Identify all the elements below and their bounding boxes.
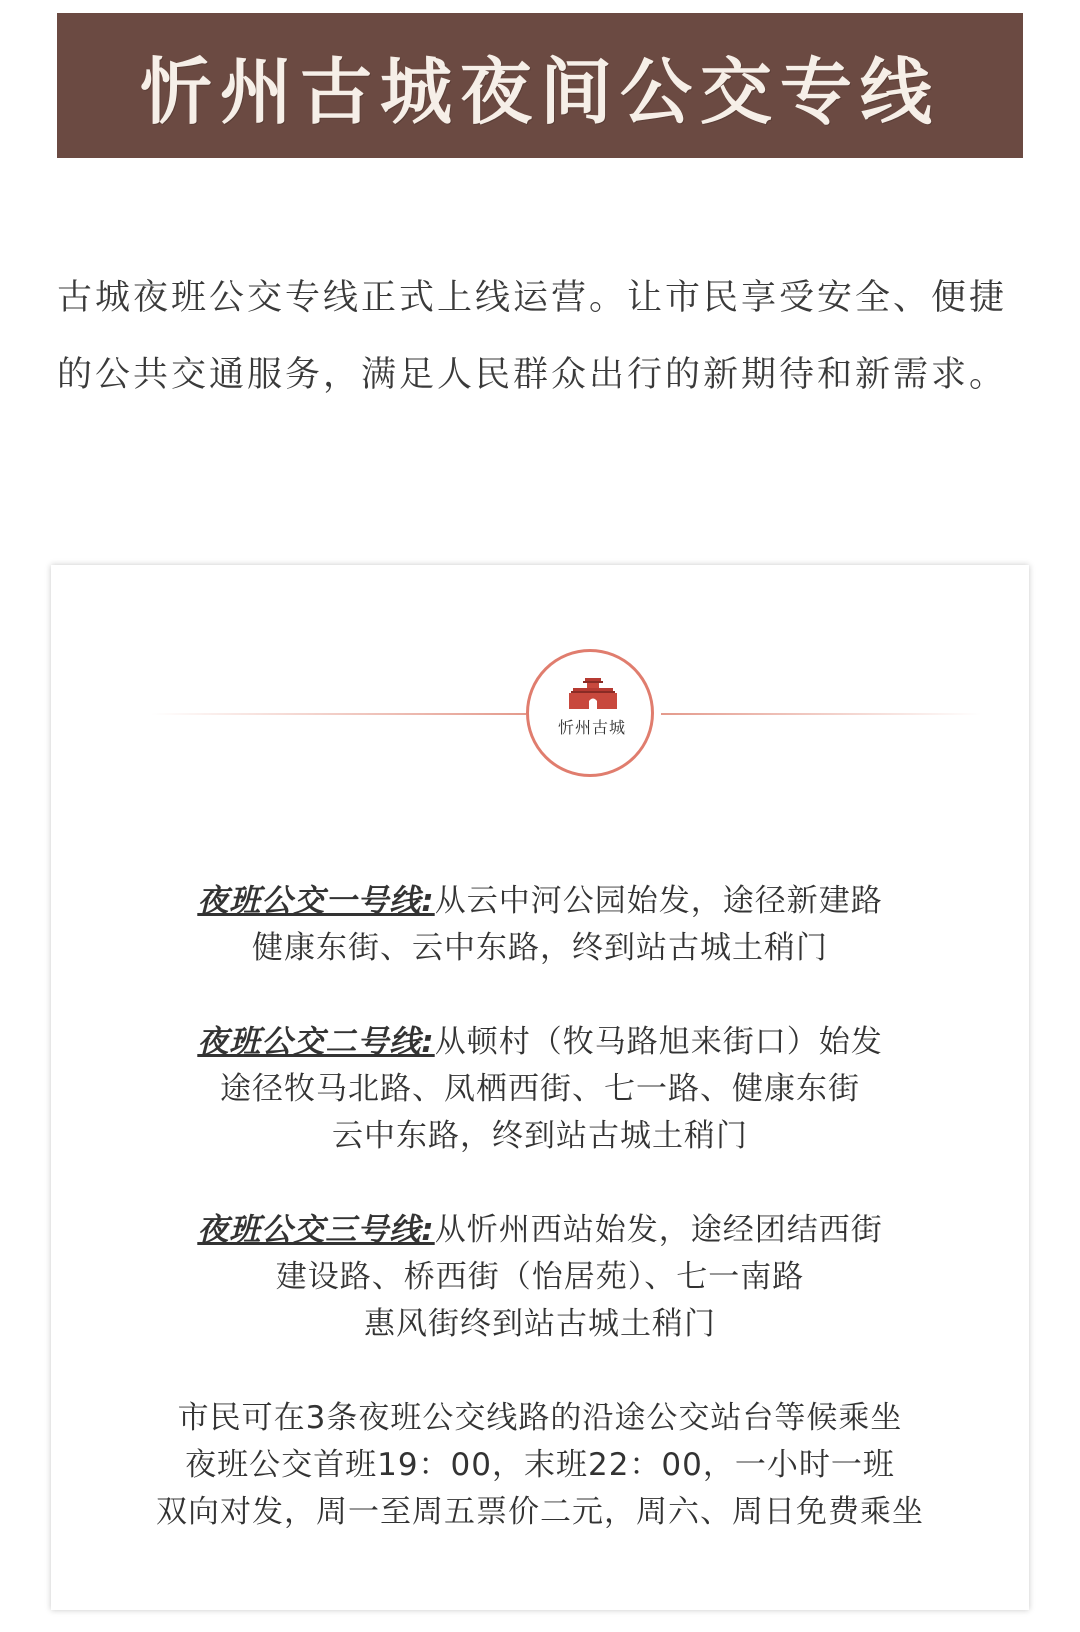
intro-paragraph: 古城夜班公交专线正式上线运营。让市民享受安全、便捷的公共交通服务，满足人民群众出行的新期待和新需求。 (57, 278, 1008, 395)
route-2-line-3: 云中东路，终到站古城土稍门 (332, 1118, 748, 1154)
ancient-city-logo (526, 649, 654, 777)
notice-line-2: 夜班公交首班19：00，末班22：00，一小时一班 (185, 1447, 895, 1483)
divider-left (151, 713, 526, 715)
route-3-line-2: 建设路、桥西街（怡居苑）、七一南路 (275, 1259, 805, 1295)
route-3 (51, 1207, 1029, 1348)
route-1-line-1 (51, 878, 1029, 925)
schedule-notice (51, 1395, 1029, 1536)
route-3-desc-1: 从忻州西站始发，途经团结西街 (434, 1212, 883, 1248)
route-3-line-3: 惠风街终到站古城土稍门 (364, 1306, 716, 1342)
route-1-line-2: 健康东街、云中东路，终到站古城土稍门 (252, 930, 828, 966)
route-1-name: 夜班公交一号线: (197, 883, 435, 919)
route-2-line-1 (51, 1019, 1029, 1066)
city-gate-icon (565, 676, 621, 712)
route-2 (51, 1019, 1029, 1160)
notice-line-1: 市民可在3条夜班公交线路的沿途公交站台等候乘坐 (177, 1400, 903, 1436)
page-title: 忻州古城夜间公交专线 (139, 48, 940, 134)
logo-text: 忻州古城 (557, 718, 626, 737)
title-banner (57, 13, 1023, 158)
route-2-line-2: 途径牧马北路、凤栖西街、七一路、健康东街 (220, 1071, 860, 1107)
route-2-name: 夜班公交二号线: (197, 1024, 435, 1060)
route-1 (51, 878, 1029, 972)
route-3-line-1 (51, 1207, 1029, 1254)
route-1-desc-1: 从云中河公园始发，途径新建路 (434, 883, 883, 919)
notice-line-3: 双向对发，周一至周五票价二元，周六、周日免费乘坐 (156, 1494, 924, 1530)
route-2-desc-1: 从顿村（牧马路旭来街口）始发 (434, 1024, 883, 1060)
route-info-card (51, 565, 1029, 1610)
routes-section (51, 878, 1029, 1536)
route-3-name: 夜班公交三号线: (197, 1212, 435, 1248)
divider-right (661, 713, 981, 715)
